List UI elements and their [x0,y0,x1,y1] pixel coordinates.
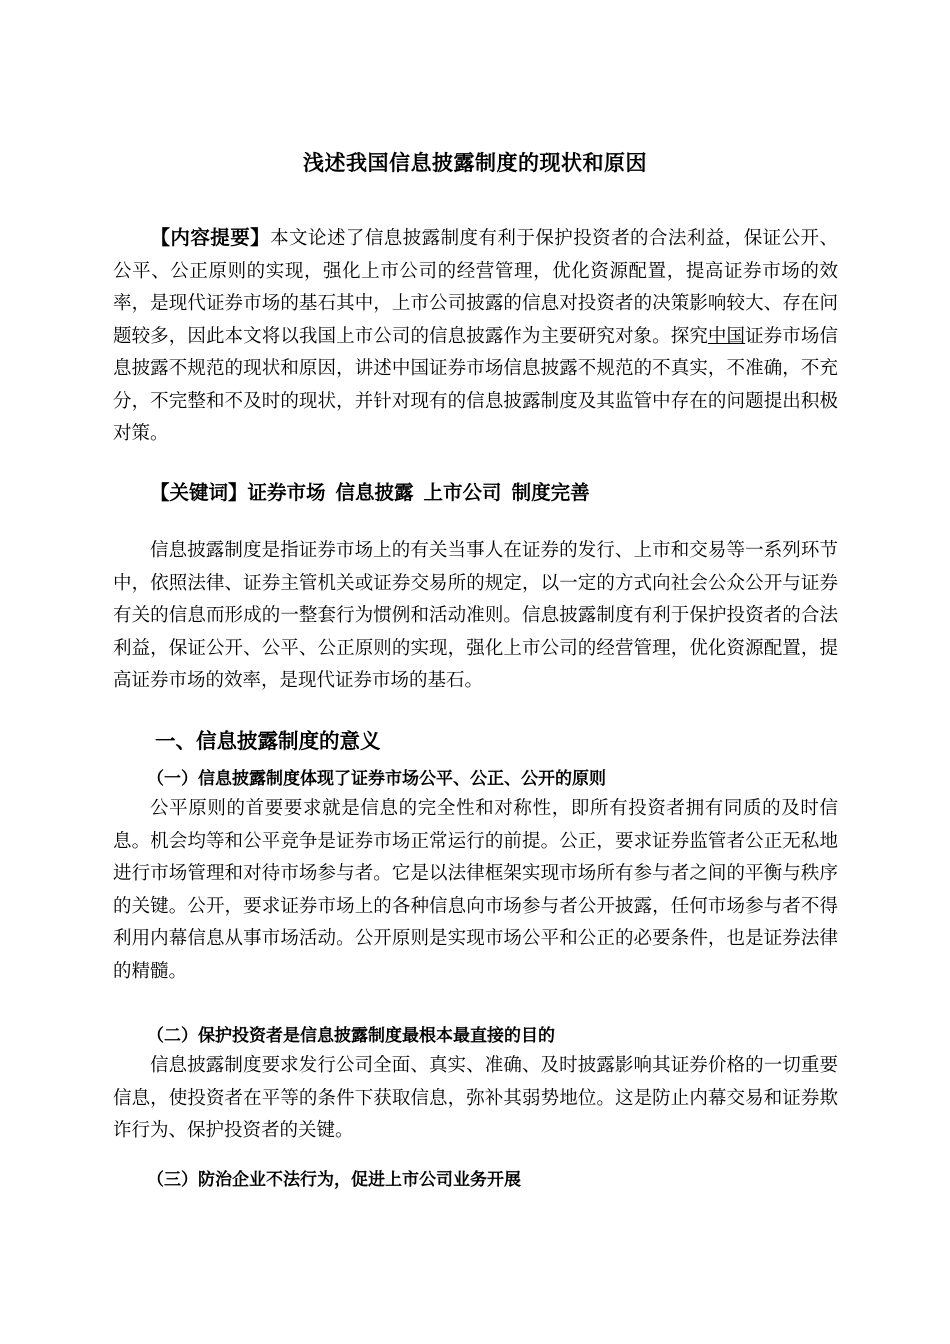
keywords-line [150,477,600,505]
keyword-item: 证券市场 [247,481,326,504]
keyword-item: 上市公司 [423,481,502,504]
keywords-label: 【关键词】 [150,481,248,504]
subsection-2-paragraph: 信息披露制度要求发行公司全面、真实、准确、及时披露影响其证券价格的一切重要信息，使投资者在平等的条件下获取信息，弥补其弱势地位。这是防止内幕交易和证券欺诈行为、保护投资者的关键。 [113,1055,838,1141]
abstract-link-china[interactable]: 中国 [707,325,746,347]
section-heading-1: 一、信息披露制度的意义 [155,729,381,753]
subsection-heading-2: （二）保护投资者是信息披露制度最根本最直接的目的 [147,1026,555,1046]
intro-paragraph: 信息披露制度是指证券市场上的有关当事人在证券的发行、上市和交易等一系列环节中，依照法律、证券主管机关或证券交易所的规定，以一定的方式向社会公众公开与证券有关的信息而形成的一整套行为惯例和活动准则。信息披露制度有利于保护投资者的合法利益，保证公开、公平、公正原则的实现，强化上市公司的经营管理，优化资源配置，提高证券市场的效率，是现代证券市场的基石。 [113,540,838,691]
abstract-text-end: 证券市场信息披露不规范的现状和原因，讲述中国证券市场信息披露不规范的不真实，不准确，不充分，不完整和不及时的现状，并针对现有的信息披露制度及其监管中存在的问题提出积极对策。 [113,325,838,444]
document-title: 浅述我国信息披露制度的现状和原因 [303,151,647,175]
subsection-heading-1: （一）信息披露制度体现了证券市场公平、公正、公开的原则 [147,769,606,789]
subsection-1-paragraph: 公平原则的首要要求就是信息的完全性和对称性，即所有投资者拥有同质的及时信息。机会均等和公平竞争是证券市场正常运行的前提。公正，要求证券监管者公正无私地进行市场管理和对待市场参与者。它是以法律框架实现市场所有参与者之间的平衡与秩序的关键。公开，要求证券市场上的各种信息向市场参与者公开披露，任何市场参与者不得利用内幕信息从事市场活动。公开原则是实现市场公平和公正的必要条件，也是证券法律的精髓。 [113,798,838,982]
keyword-item: 制度完善 [511,481,590,504]
abstract-label: 【内容提要】 [150,226,271,249]
abstract-paragraph [113,222,838,451]
subsection-heading-3: （三）防治企业不法行为，促进上市公司业务开展 [147,1170,521,1190]
abstract-text-start: 本文论述了信息披露制度有利于保护投资者的合法利益，保证公开、公平、公正原则的实现，强化上市公司的经营管理，优化资源配置，提高证券市场的效率，是现代证券市场的基石其中，上市公司披露的信息对投资者的决策影响较大、存在问题较多，因此本文将以我国上市公司的信息披露作为主要研究对象。探究 [113,228,838,347]
keyword-item: 信息披露 [335,481,414,504]
